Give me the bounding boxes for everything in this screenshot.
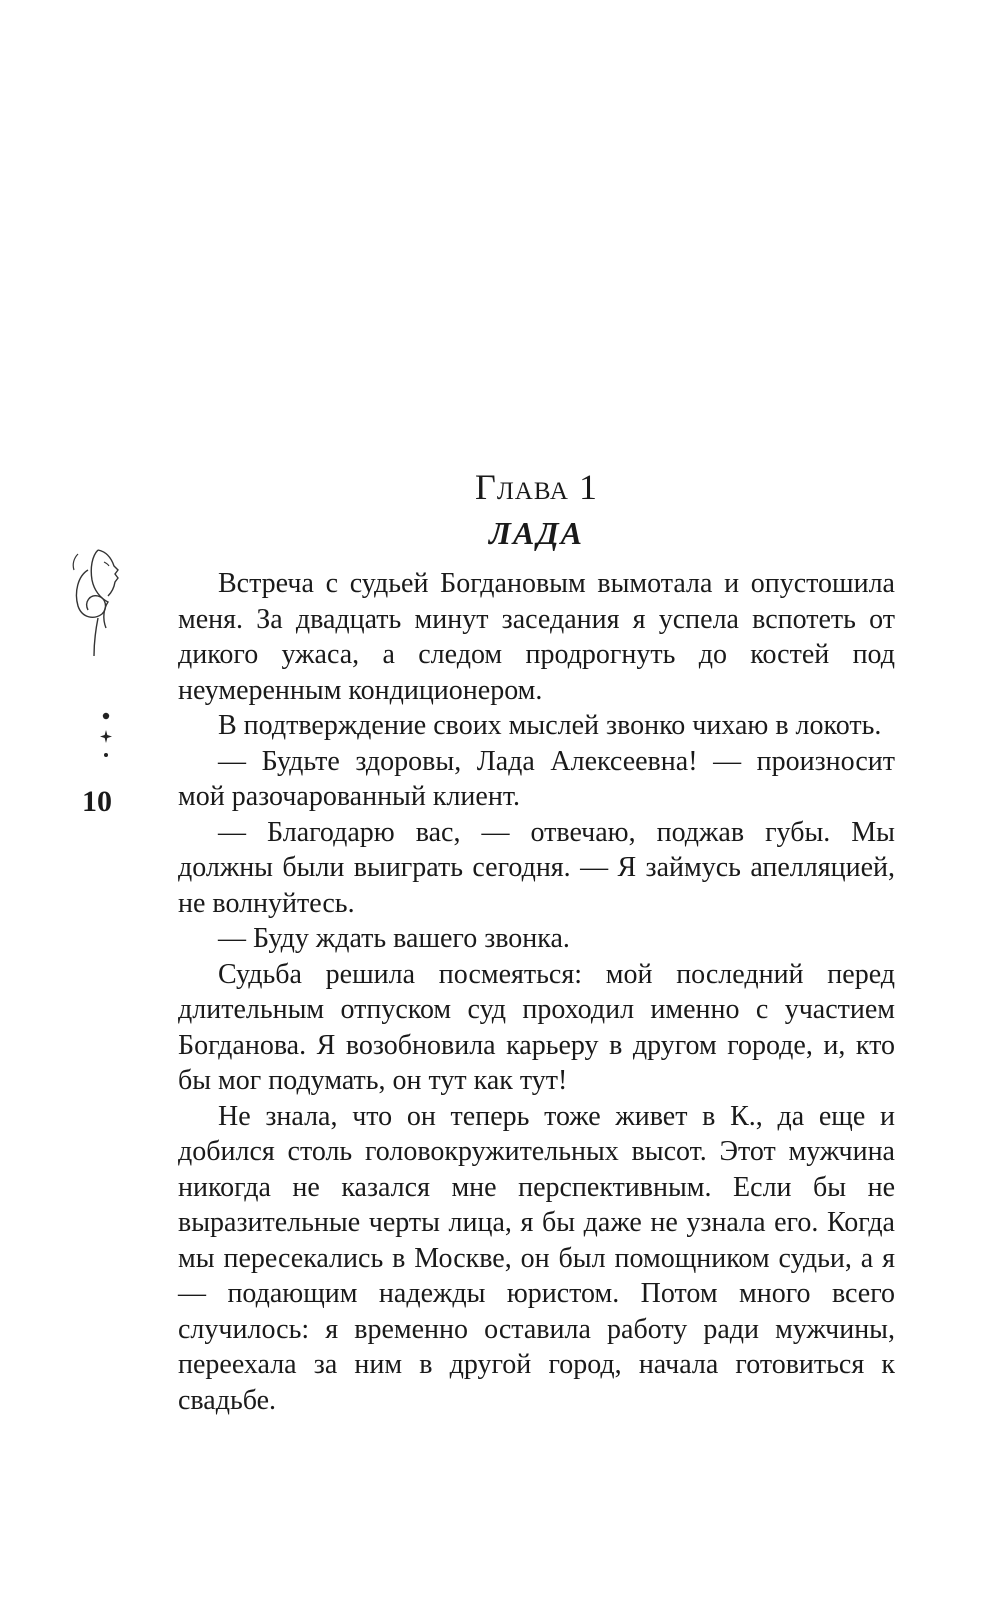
chapter-heading <box>178 462 895 554</box>
paragraph: В подтверждение своих мыслей звонко чихаю в локоть. <box>218 710 882 741</box>
paragraph: — Буду ждать вашего звонка. <box>218 923 570 954</box>
dots-star-ornament-icon <box>98 712 114 760</box>
body-text <box>178 566 895 1418</box>
paragraph: Судьба решила посмеяться: мой последний перед длительным отпуском суд проходил именно с участием Богданова. Я возобновила карьеру в другом городе, и, кто бы мог подумать, он тут как тут! <box>178 958 895 1096</box>
chapter-title: ЛАДА <box>489 515 584 551</box>
paragraph: — Будьте здоровы, Лада Алексеевна! — произносит мой разочарованный клиент. <box>178 745 895 812</box>
face-line-drawing-icon <box>68 548 148 658</box>
paragraph: Встреча с судьей Богдановым вымотала и опустошила меня. За двадцать минут заседания я успела вспотеть от дикого ужаса, а следом продрогнуть до костей под неумеренным кондиционером. <box>178 568 895 706</box>
page-number: 10 <box>82 785 112 818</box>
paragraph: Не знала, что он теперь тоже живет в К., да еще и добился столь головокружительных высот. Этот мужчина никогда не казался мне перспективным. Если бы не выразительные черты лица, я бы даже не узнала его. Когда мы пересекались в Москве, он был помощником судьи, а я — подающим надежды юристом. Потом много всего случилось: я временно оставила работу ради мужчины, переехала за ним в другой город, начала готовиться к свадьбе. <box>178 1100 895 1416</box>
chapter-number: Глава 1 <box>475 467 598 507</box>
paragraph: — Благодарю вас, — отвечаю, поджав губы. Мы должны были выиграть сегодня. — Я займусь апелляцией, не волнуйтесь. <box>178 816 895 919</box>
